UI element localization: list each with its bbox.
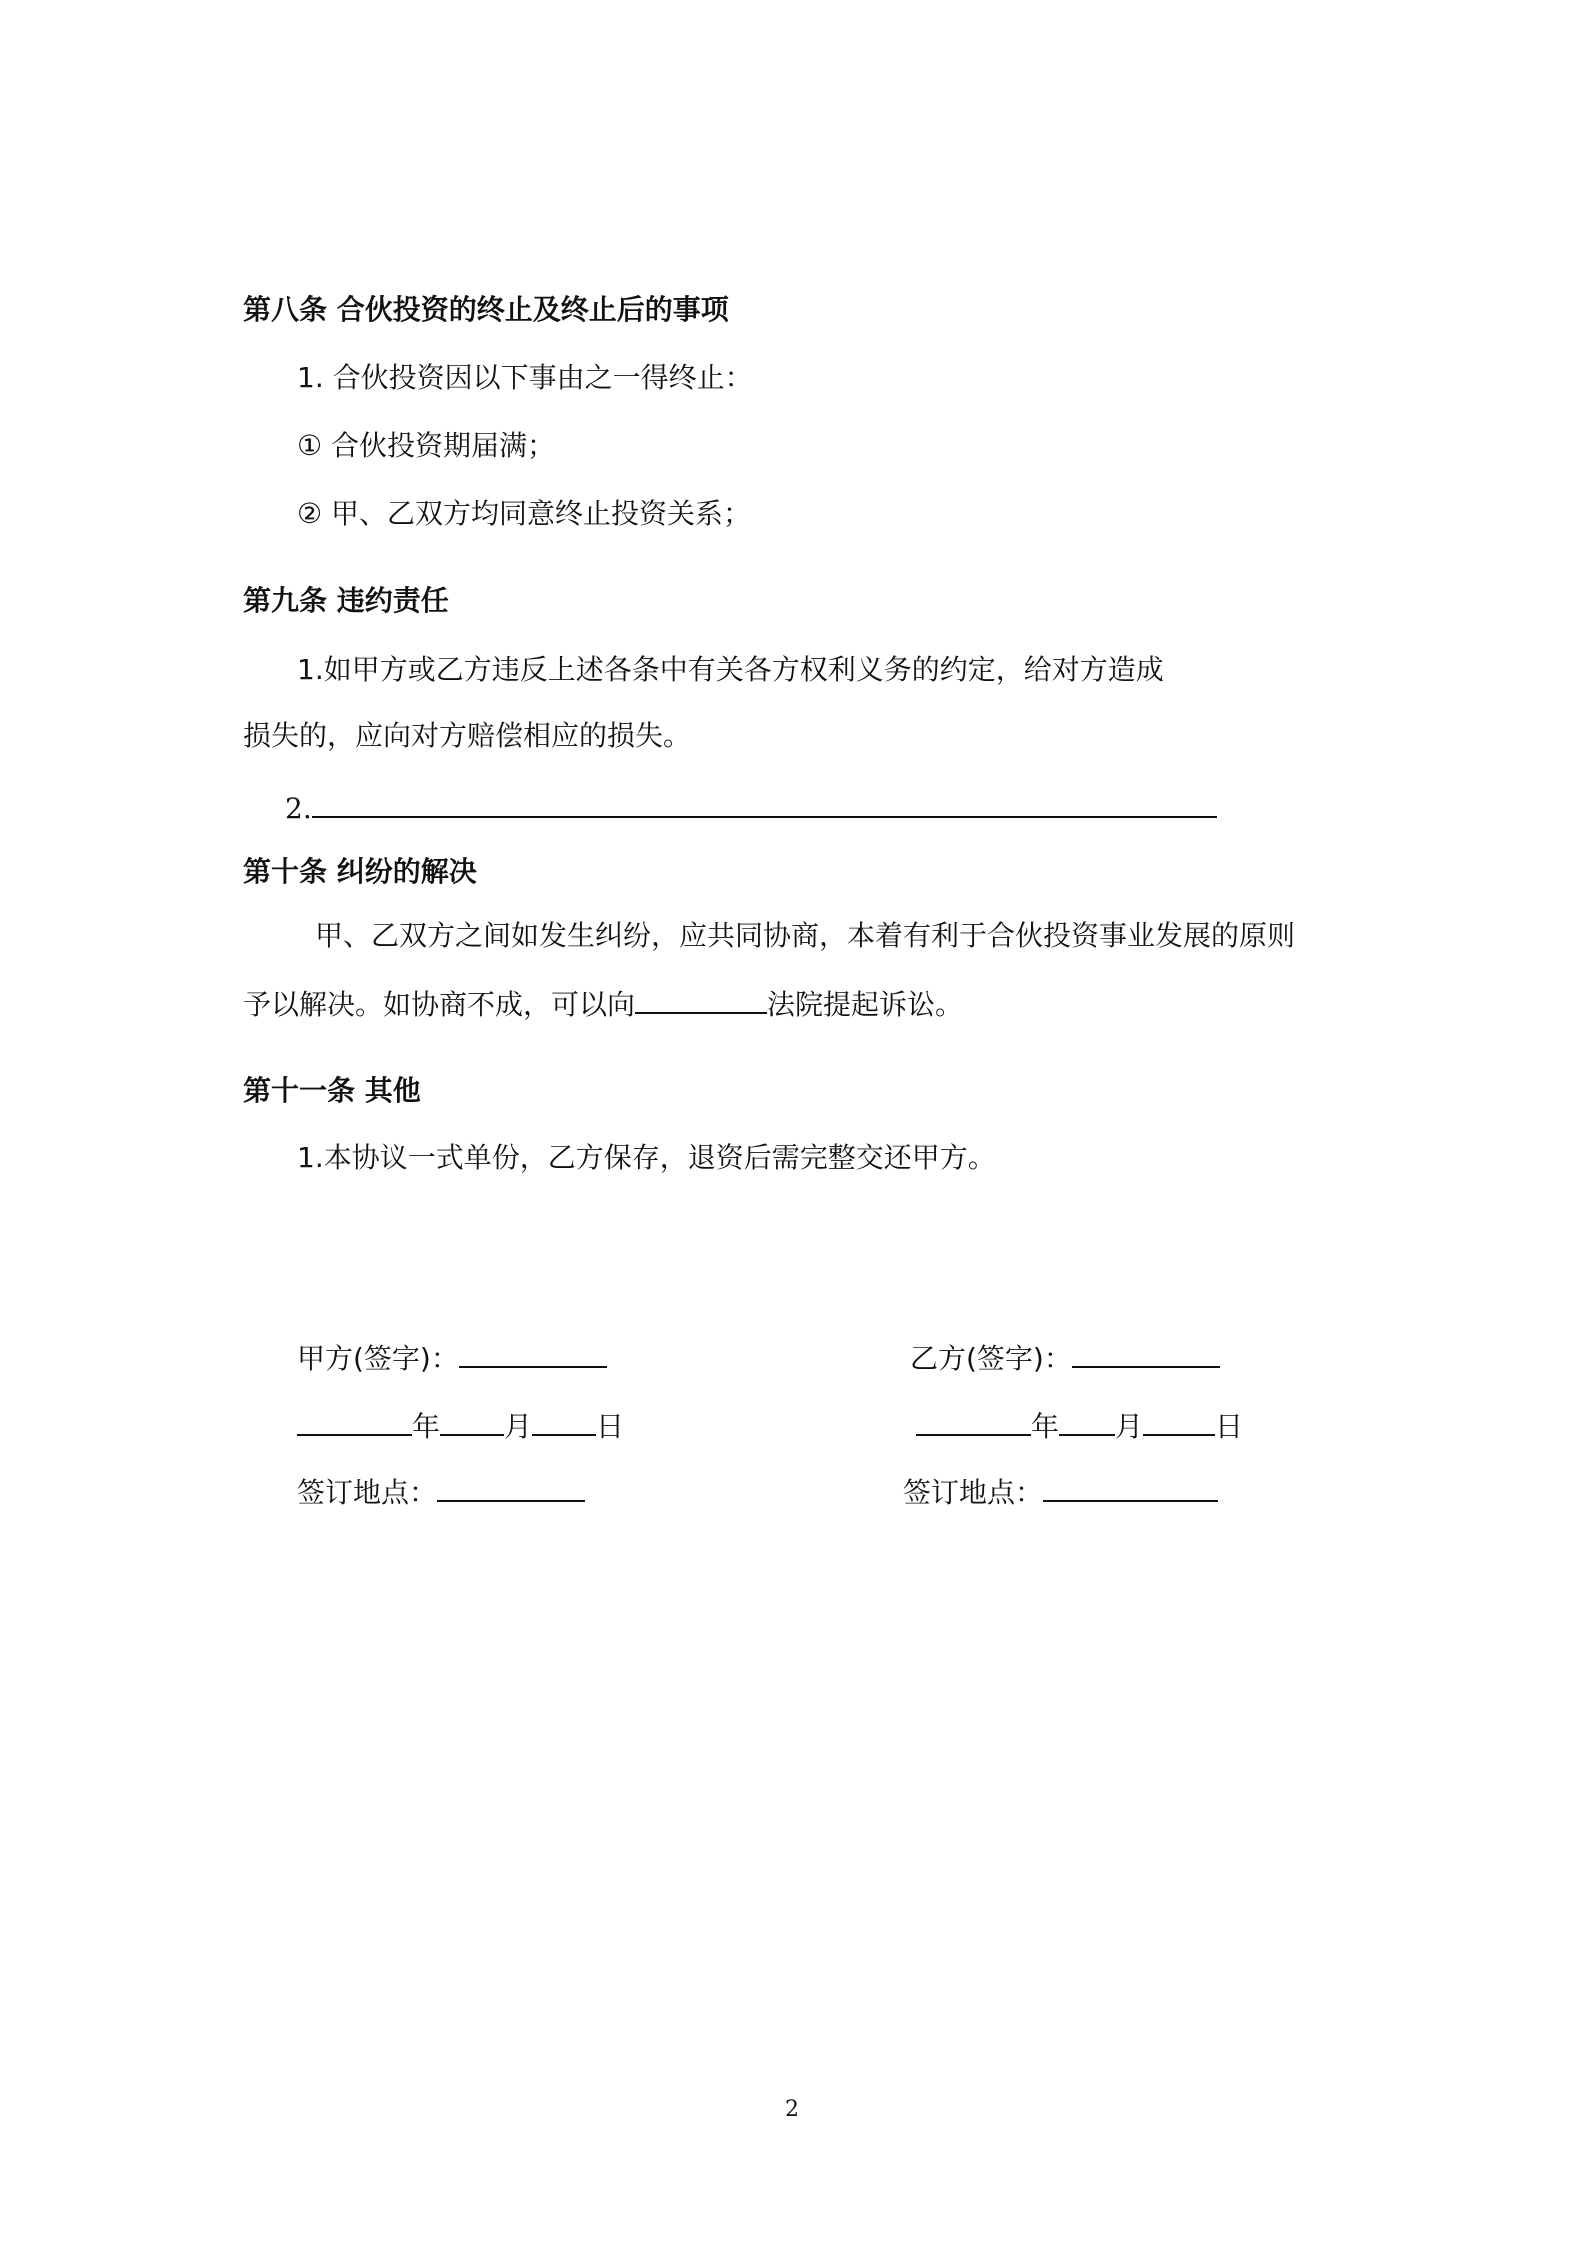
party-b-place-blank (1043, 1474, 1218, 1502)
article9-item2 (285, 790, 1217, 827)
article9-item1-line1: 1.如甲方或乙方违反上述各条中有关各方权利义务的约定，给对方造成 (297, 653, 1164, 686)
article11-heading: 第十一条 其他 (243, 1074, 421, 1107)
article11-item1: 1.本协议一式单份，乙方保存，退资后需完整交还甲方。 (297, 1141, 996, 1174)
article9-heading: 第九条 违约责任 (243, 584, 449, 617)
party-a-month-label: 月 (504, 1410, 533, 1443)
party-a-place-label: 签订地点： (297, 1476, 438, 1509)
party-a-year-label: 年 (412, 1410, 441, 1443)
party-a-place (297, 1474, 585, 1511)
party-b-month-blank (1059, 1408, 1115, 1436)
article8-sub1: ① 合伙投资期届满； (297, 429, 556, 462)
article8-item1: 1. 合伙投资因以下事由之一得终止： (297, 361, 753, 394)
court-name-blank (635, 986, 767, 1014)
party-a-signature-blank (459, 1340, 607, 1368)
party-a-year-blank (297, 1408, 412, 1436)
article9-item1-line2: 损失的，应向对方赔偿相应的损失。 (243, 719, 692, 752)
party-b-day-label: 日 (1215, 1410, 1244, 1443)
party-a-month-blank (440, 1408, 504, 1436)
party-b-signature-blank (1072, 1340, 1220, 1368)
party-b-label: 乙方(签字)： (910, 1342, 1072, 1375)
party-b-signature (910, 1340, 1220, 1377)
article10-line2-suffix: 法院提起诉讼。 (767, 988, 964, 1021)
party-a-day-blank (532, 1408, 596, 1436)
party-b-date (916, 1408, 1243, 1445)
party-a-place-blank (437, 1474, 585, 1502)
article8-sub2: ② 甲、乙双方均同意终止投资关系； (297, 497, 752, 530)
article9-item2-blank (312, 790, 1217, 818)
party-a-day-label: 日 (596, 1410, 625, 1443)
article10-heading: 第十条 纠纷的解决 (243, 855, 477, 888)
party-b-day-blank (1143, 1408, 1215, 1436)
party-b-year-blank (916, 1408, 1031, 1436)
party-b-place-label: 签订地点： (903, 1476, 1044, 1509)
party-a-signature (297, 1340, 607, 1377)
article8-heading: 第八条 合伙投资的终止及终止后的事项 (243, 293, 729, 326)
article10-line2-prefix: 予以解决。如协商不成，可以向 (243, 988, 636, 1021)
page-number: 2 (785, 2097, 799, 2122)
article9-item2-number: 2. (285, 792, 312, 825)
party-a-date (297, 1408, 624, 1445)
article10-line1: 甲、乙双方之间如发生纠纷，应共同协商，本着有利于合伙投资事业发展的原则 (315, 919, 1296, 952)
article10-line2 (243, 986, 963, 1023)
party-b-place (903, 1474, 1218, 1511)
party-b-year-label: 年 (1031, 1410, 1060, 1443)
party-a-label: 甲方(签字)： (297, 1342, 459, 1375)
party-b-month-label: 月 (1115, 1410, 1144, 1443)
